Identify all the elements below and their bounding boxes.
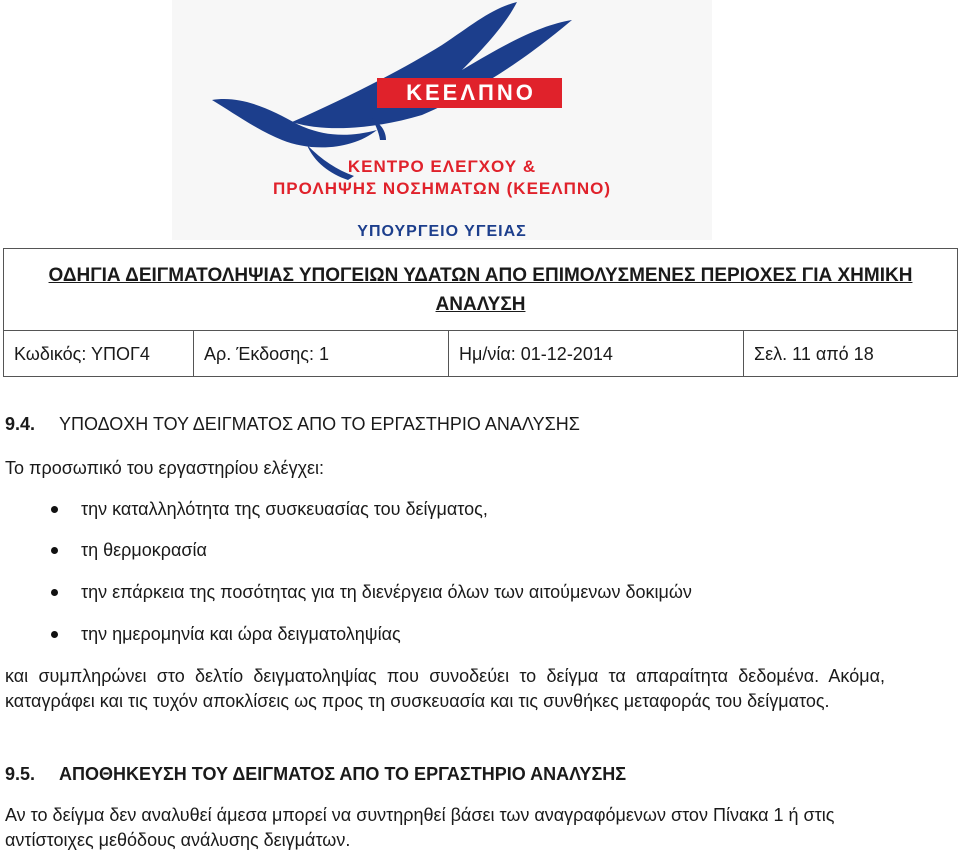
list-item xyxy=(0,537,900,563)
section-number: 9.4. xyxy=(5,414,36,434)
logo-name-text: ΚΕΕΛΠΝΟ xyxy=(406,80,536,105)
section-number: 9.5. xyxy=(5,764,36,784)
section-paragraph: Αν το δείγμα δεν αναλυθεί άμεσα μπορεί να συντηρηθεί βάσει των αναγραφόμενων στον Πίνακα 1 ή στις αντίστοιχες μεθόδους ανάλυσης δειγμάτων. xyxy=(5,805,835,850)
section-intro: Το προσωπικό του εργαστηρίου ελέγχει: xyxy=(5,458,325,478)
document-meta-row xyxy=(4,331,957,377)
list-item xyxy=(0,579,900,605)
section-heading-9-5 xyxy=(5,762,626,786)
bullet-icon xyxy=(51,589,58,596)
section-paragraph: και συμπληρώνει στο δελτίο δειγματοληψίας που συνοδεύει το δείγμα τα απαραίτητα δεδομένα. Ακόμα, καταγράφει και τις τυχόν αποκλίσεις ως προς τη συσκευασία και τις συνθήκες μεταφοράς του δείγματος. xyxy=(5,666,885,711)
list-item-text: την επάρκεια της ποσότητας για τη διενέργεια όλων των αιτούμενων δοκιμών xyxy=(81,582,692,602)
logo-org-line2: ΠΡΟΛΗΨΗΣ ΝΟΣΗΜΑΤΩΝ (ΚΕΕΛΠΝΟ) xyxy=(272,179,612,198)
section-title: ΥΠΟΔΟΧΗ ΤΟΥ ΔΕΙΓΜΑΤΟΣ ΑΠΟ ΤΟ ΕΡΓΑΣΤΗΡΙΟ ΑΝΑΛΥΣΗΣ xyxy=(59,414,580,434)
list-item xyxy=(0,621,900,647)
list-item-text: την καταλληλότητα της συσκευασίας του δείγματος, xyxy=(81,499,488,519)
bullet-icon xyxy=(51,506,58,513)
logo-org-line1: ΚΕΝΤΡΟ ΕΛΕΓΧΟΥ & xyxy=(347,157,537,176)
document-title: ΟΔΗΓΙΑ ΔΕΙΓΜΑΤΟΛΗΨΙΑΣ ΥΠΟΓΕΙΩΝ ΥΔΑΤΩΝ ΑΠΟ ΕΠΙΜΟΛΥΣΜΕΝΕΣ ΠΕΡΙΟΧΕΣ ΓΙΑ ΧΗΜΙΚΗ ΑΝΑΛΥΣΗ xyxy=(4,249,957,331)
logo-ministry: ΥΠΟΥΡΓΕΙΟ ΥΓΕΙΑΣ xyxy=(357,223,527,240)
list-item xyxy=(0,496,900,522)
list-item-text: την ημερομηνία και ώρα δειγματοληψίας xyxy=(81,624,401,644)
section-heading-9-4 xyxy=(5,412,580,436)
document-code: Κωδικός: ΥΠΟΓ4 xyxy=(4,331,194,377)
section-title: ΑΠΟΘΗΚΕΥΣΗ ΤΟΥ ΔΕΙΓΜΑΤΟΣ ΑΠΟ ΤΟ ΕΡΓΑΣΤΗΡΙΟ ΑΝΑΛΥΣΗΣ xyxy=(59,764,627,784)
keelpno-logo xyxy=(172,0,712,240)
bullet-icon xyxy=(51,547,58,554)
document-header-table xyxy=(3,248,958,377)
dove-icon xyxy=(172,0,712,240)
document-edition: Αρ. Έκδοσης: 1 xyxy=(194,331,449,377)
document-date: Ημ/νία: 01-12-2014 xyxy=(449,331,744,377)
list-item-text: τη θερμοκρασία xyxy=(81,540,207,560)
bullet-icon xyxy=(51,631,58,638)
page-number: Σελ. 11 από 18 xyxy=(754,344,874,364)
